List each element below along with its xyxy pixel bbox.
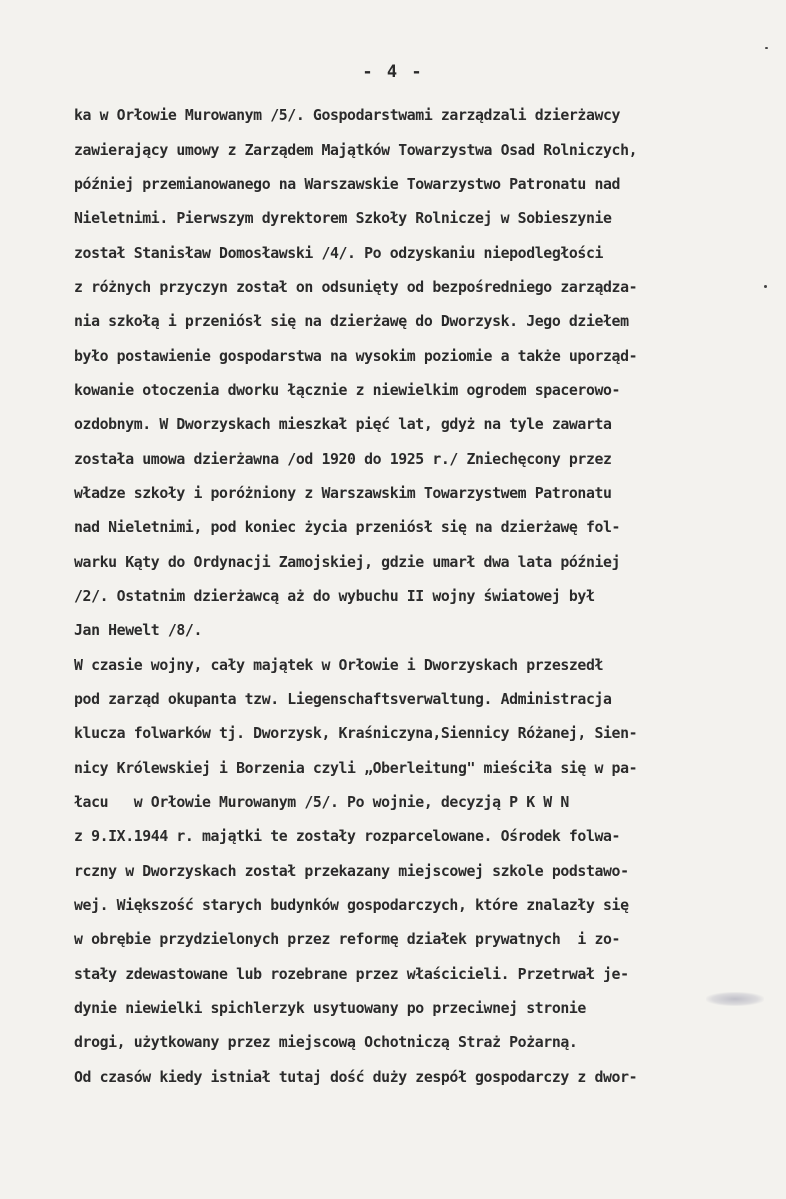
text-line: Od czasów kiedy istniał tutaj dość duży zespół gospodarczy z dwor- [74,1068,638,1086]
text-line: dynie niewielki spichlerzyk usytuowany po przeciwnej stronie [74,999,586,1017]
text-line: nad Nieletnimi, pod koniec życia przeniósł się na dzierżawę fol- [74,518,621,536]
text-line: władze szkoły i poróżniony z Warszawskim Towarzystwem Patronatu [74,484,612,502]
text-line: została umowa dzierżawna /od 1920 do 1925 r./ Zniechęcony przez [74,450,612,468]
text-line: drogi, użytkowany przez miejscową Ochotniczą Straż Pożarną. [74,1033,578,1051]
text-line: kowanie otoczenia dworku łącznie z niewielkim ogrodem spacerowo- [74,381,621,399]
text-line: pod zarząd okupanta tzw. Liegenschaftsverwaltung. Administracja [74,690,612,708]
text-line: W czasie wojny, cały majątek w Orłowie i Dworzyskach przeszedł [74,656,604,674]
text-line: nia szkołą i przeniósł się na dzierżawę do Dworzysk. Jego dziełem [74,312,629,330]
text-line: nicy Królewskiej i Borzenia czyli „Oberleitung" mieściła się w pa- [74,759,638,777]
text-line: Nieletnimi. Pierwszym dyrektorem Szkoły Rolniczej w Sobieszynie [74,209,612,227]
text-line: /2/. Ostatnim dzierżawcą aż do wybuchu II wojny światowej był [74,587,595,605]
text-line: klucza folwarków tj. Dworzysk, Kraśniczyna,Siennicy Różanej, Sien- [74,724,638,742]
text-line: rczny w Dworzyskach został przekazany miejscowej szkole podstawo- [74,862,629,880]
page-number: - 4 - [362,62,424,82]
text-line: stały zdewastowane lub rozebrane przez właścicieli. Przetrwał je- [74,965,629,983]
ink-smudge [706,992,764,1006]
text-line: został Stanisław Domosławski /4/. Po odzyskaniu niepodległości [74,244,604,262]
text-line: ozdobnym. W Dworzyskach mieszkał pięć lat, gdyż na tyle zawarta [74,415,612,433]
text-line: warku Kąty do Ordynacji Zamojskiej, gdzie umarł dwa lata później [74,553,621,571]
text-line: wej. Większość starych budynków gospodarczych, które znalazły się [74,896,629,914]
text-line: Jan Hewelt /8/. [74,621,202,639]
text-line: z różnych przyczyn został on odsunięty od bezpośredniego zarządza- [74,278,638,296]
text-line: ka w Orłowie Murowanym /5/. Gospodarstwami zarządzali dzierżawcy [74,106,621,124]
text-line: łacu w Orłowie Murowanym /5/. Po wojnie, decyzją P K W N [74,793,569,811]
text-line: później przemianowanego na Warszawskie Towarzystwo Patronatu nad [74,175,621,193]
scan-speck [765,47,768,49]
text-line: w obrębie przydzielonych przez reformę działek prywatnych i zo- [74,930,621,948]
scan-speck [764,285,767,288]
text-line: było postawienie gospodarstwa na wysokim poziomie a także uporząd- [74,347,638,365]
text-line: z 9.IX.1944 r. majątki te zostały rozparcelowane. Ośrodek folwa- [74,827,621,845]
text-line: zawierający umowy z Zarządem Majątków Towarzystwa Osad Rolniczych, [74,141,638,159]
